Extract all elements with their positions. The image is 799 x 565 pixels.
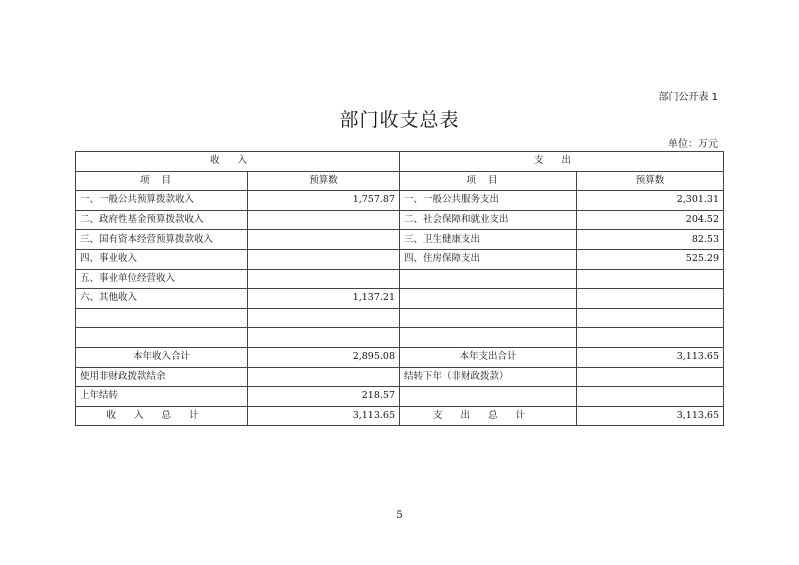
table-row [76,191,724,211]
income-value: 1,757.87 [248,191,400,211]
income-item: 四、事业收入 [76,249,248,269]
income-item: 三、国有资本经营预算拨款收入 [76,230,248,250]
income-grand-total-label: 收入总计 [76,406,248,426]
form-number: 部门公开表 1 [658,92,718,103]
expense-total-label: 本年支出合计 [400,347,577,367]
expense-total-value: 3,113.65 [577,347,724,367]
expense-value: 82.53 [577,230,724,250]
income-item: 五、事业单位经营收入 [76,269,248,289]
income-budget-header: 预算数 [248,171,400,191]
expense-item [400,308,577,328]
income-item [76,328,248,348]
income-value [248,230,400,250]
table-row [76,308,724,328]
expense-value [577,308,724,328]
income-item [76,308,248,328]
expense-item: 一、一般公共服务支出 [400,191,577,211]
expense-item: 二、社会保障和就业支出 [400,210,577,230]
non-fiscal-row [76,367,724,387]
expense-value: 2,301.31 [577,191,724,211]
table-row [76,289,724,309]
income-total-value: 2,895.08 [248,347,400,367]
income-value [248,249,400,269]
income-section-header: 收入 [76,152,400,172]
non-fiscal-balance-label: 使用非财政拨款结余 [76,367,248,387]
expense-section-header: 支出 [400,152,724,172]
table-row [76,249,724,269]
expense-value [577,269,724,289]
expense-value: 204.52 [577,210,724,230]
grand-total-row [76,406,724,426]
income-value [248,210,400,230]
non-fiscal-balance-value [248,367,400,387]
income-item: 六、其他收入 [76,289,248,309]
carry-forward-next-label: 结转下年（非财政拨款） [400,367,577,387]
expense-item [400,289,577,309]
carry-forward-next-value [577,367,724,387]
expense-item-header: 项目 [400,171,577,191]
prior-carryover-label: 上年结转 [76,387,248,407]
page-title: 部门收支总表 [339,109,460,131]
expense-item: 四、住房保障支出 [400,249,577,269]
expense-value [577,289,724,309]
expense-item [400,328,577,348]
annual-total-row [76,347,724,367]
expense-value [577,328,724,348]
expense-item [400,269,577,289]
income-value [248,308,400,328]
income-grand-total-value: 3,113.65 [248,406,400,426]
income-item-header: 项目 [76,171,248,191]
expense-budget-header: 预算数 [577,171,724,191]
table-row [76,328,724,348]
income-item: 二、政府性基金预算拨款收入 [76,210,248,230]
income-total-label: 本年收入合计 [76,347,248,367]
unit-label: 单位：万元 [668,139,718,150]
table-row [76,230,724,250]
expense-grand-total-value: 3,113.65 [577,406,724,426]
table-row [76,210,724,230]
section-header-row [76,152,724,172]
prior-carryover-row [76,387,724,407]
income-item: 一、一般公共预算拨款收入 [76,191,248,211]
column-header-row [76,171,724,191]
income-value [248,269,400,289]
expense-value: 525.29 [577,249,724,269]
page-number: 5 [396,510,403,521]
empty-cell [577,387,724,407]
income-value [248,328,400,348]
prior-carryover-value: 218.57 [248,387,400,407]
empty-cell [400,387,577,407]
table-row [76,269,724,289]
budget-summary-table [75,151,724,426]
income-value: 1,137.21 [248,289,400,309]
expense-item: 三、卫生健康支出 [400,230,577,250]
expense-grand-total-label: 支出总计 [400,406,577,426]
